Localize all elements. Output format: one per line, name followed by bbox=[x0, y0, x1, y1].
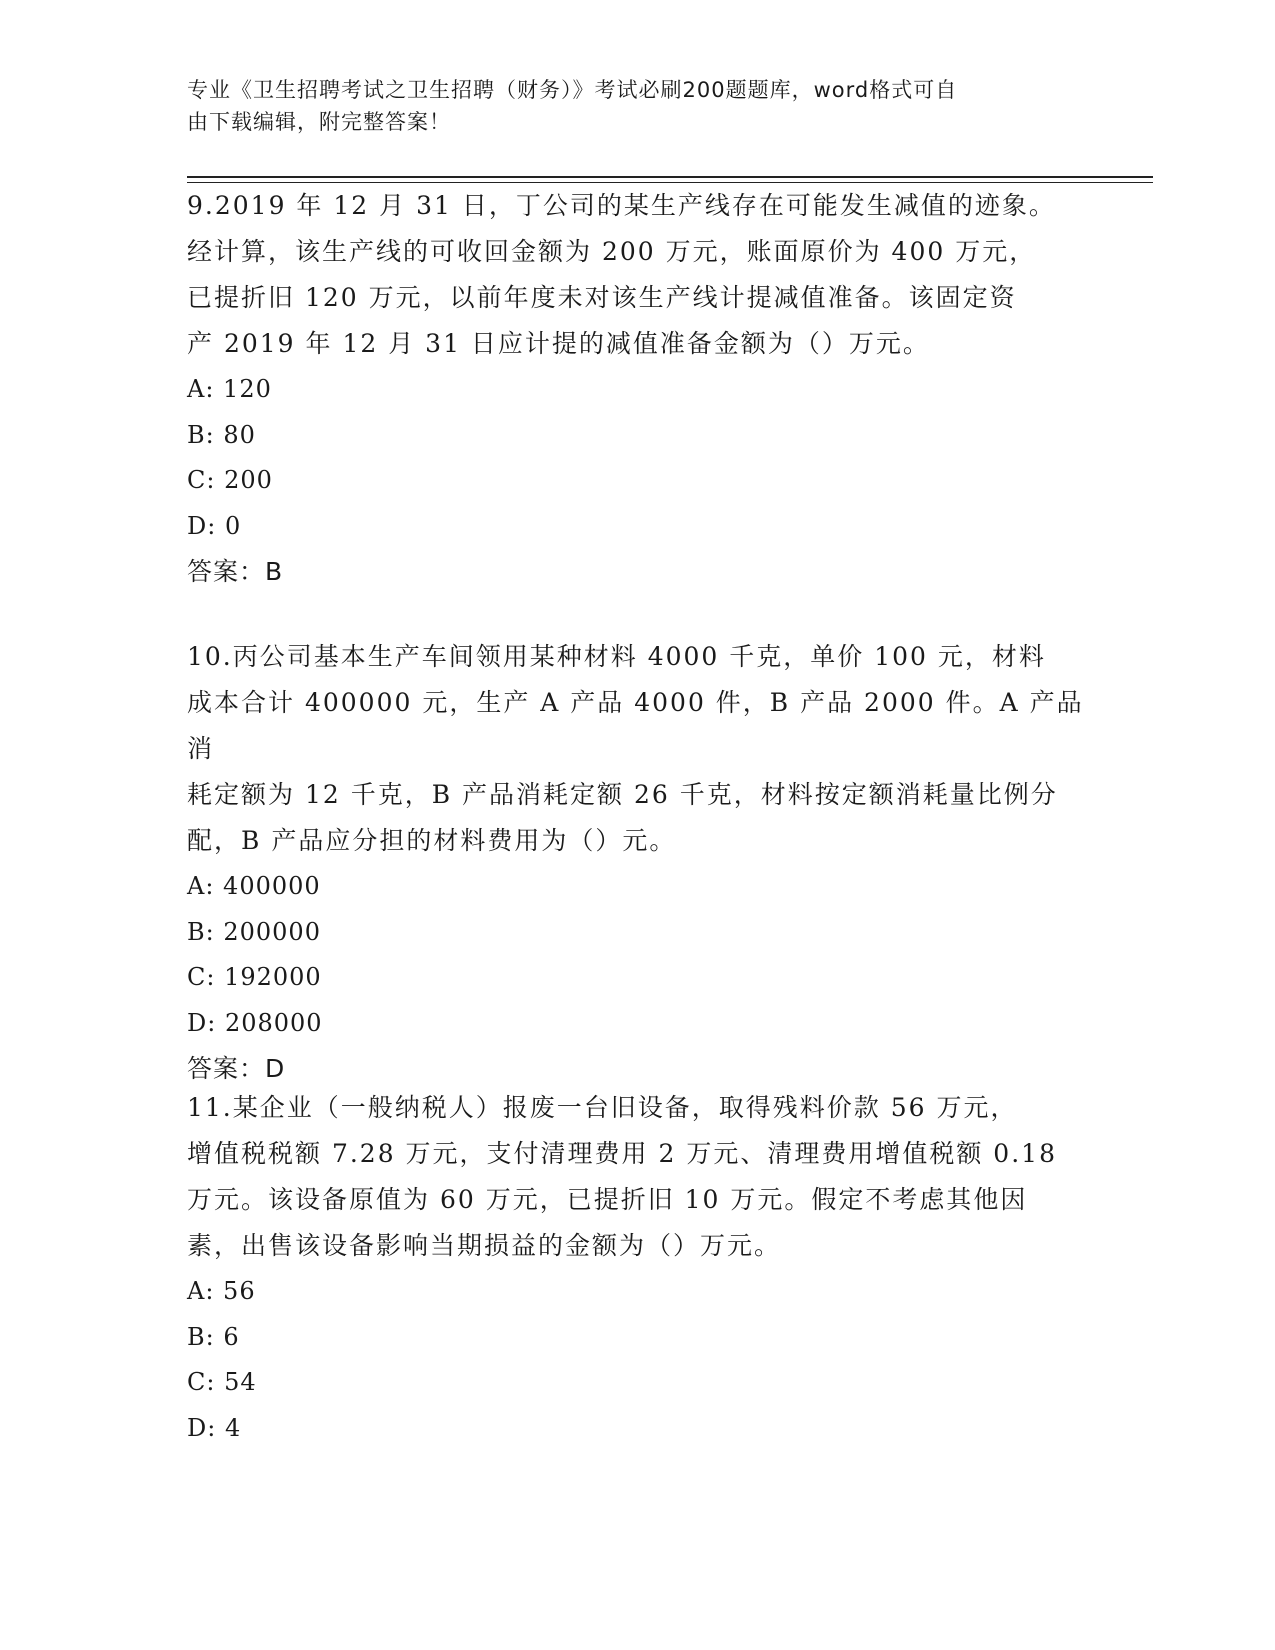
question-stem-line: 素，出售该设备影响当期损益的金额为（）万元。 bbox=[187, 1231, 782, 1260]
option-list bbox=[187, 864, 1087, 1046]
answer-line: 答案：B bbox=[187, 557, 284, 586]
question-stem-line: 万元。该设备原值为 60 万元，已提折旧 10 万元。假定不考虑其他因 bbox=[187, 1185, 1028, 1214]
question-stem bbox=[187, 1085, 1087, 1269]
header-line-1: 专业《卫生招聘考试之卫生招聘（财务）》考试必刷200题题库，word格式可自 bbox=[187, 78, 958, 102]
question-stem-line: 耗定额为 12 千克，B 产品消耗定额 26 千克，材料按定额消耗量比例分 bbox=[187, 780, 1058, 809]
question-stem-line: 11.某企业（一般纳税人）报废一台旧设备，取得残料价款 56 万元， bbox=[187, 1093, 1018, 1122]
option-list bbox=[187, 1269, 1087, 1451]
option-c: C: 192000 bbox=[187, 963, 322, 991]
answer-line: 答案：D bbox=[187, 1054, 286, 1083]
option-a: A: 56 bbox=[187, 1277, 256, 1305]
question-11 bbox=[187, 1085, 1087, 1451]
option-b: B: 6 bbox=[187, 1322, 240, 1351]
option-a: A: 400000 bbox=[187, 872, 321, 900]
option-d: D: 0 bbox=[187, 511, 242, 540]
option-b: B: 80 bbox=[187, 420, 256, 449]
question-9 bbox=[187, 183, 1087, 595]
question-stem-line: 9.2019 年 12 月 31 日，丁公司的某生产线存在可能发生减值的迹象。 bbox=[187, 191, 1056, 220]
option-d: D: 4 bbox=[187, 1413, 242, 1442]
question-stem-line: 配，B 产品应分担的材料费用为（）元。 bbox=[187, 826, 677, 855]
question-stem-line: 增值税税额 7.28 万元，支付清理费用 2 万元、清理费用增值税额 0.18 bbox=[187, 1139, 1057, 1168]
question-stem-line: 经计算，该生产线的可收回金额为 200 万元，账面原价为 400 万元， bbox=[187, 237, 1037, 266]
header-line-2: 由下载编辑，附完整答案！ bbox=[187, 110, 451, 134]
option-c: C: 200 bbox=[187, 466, 273, 494]
question-stem-line: 10.丙公司基本生产车间领用某种材料 4000 千克，单价 100 元，材料 bbox=[187, 642, 1046, 671]
question-10 bbox=[187, 634, 1087, 1092]
question-stem-line: 产 2019 年 12 月 31 日应计提的减值准备金额为（）万元。 bbox=[187, 329, 930, 358]
option-b: B: 200000 bbox=[187, 917, 321, 946]
option-a: A: 120 bbox=[187, 375, 272, 403]
question-stem-line: 已提折旧 120 万元，以前年度未对该生产线计提减值准备。该固定资 bbox=[187, 283, 1017, 312]
question-stem bbox=[187, 634, 1087, 864]
document-header bbox=[187, 74, 1067, 138]
header-divider-thick bbox=[187, 176, 1153, 178]
option-d: D: 208000 bbox=[187, 1008, 323, 1037]
question-stem-line: 成本合计 400000 元，生产 A 产品 4000 件，B 产品 2000 件。A 产品消 bbox=[187, 688, 1084, 763]
option-c: C: 54 bbox=[187, 1368, 257, 1396]
option-list bbox=[187, 367, 1087, 549]
question-stem bbox=[187, 183, 1087, 367]
